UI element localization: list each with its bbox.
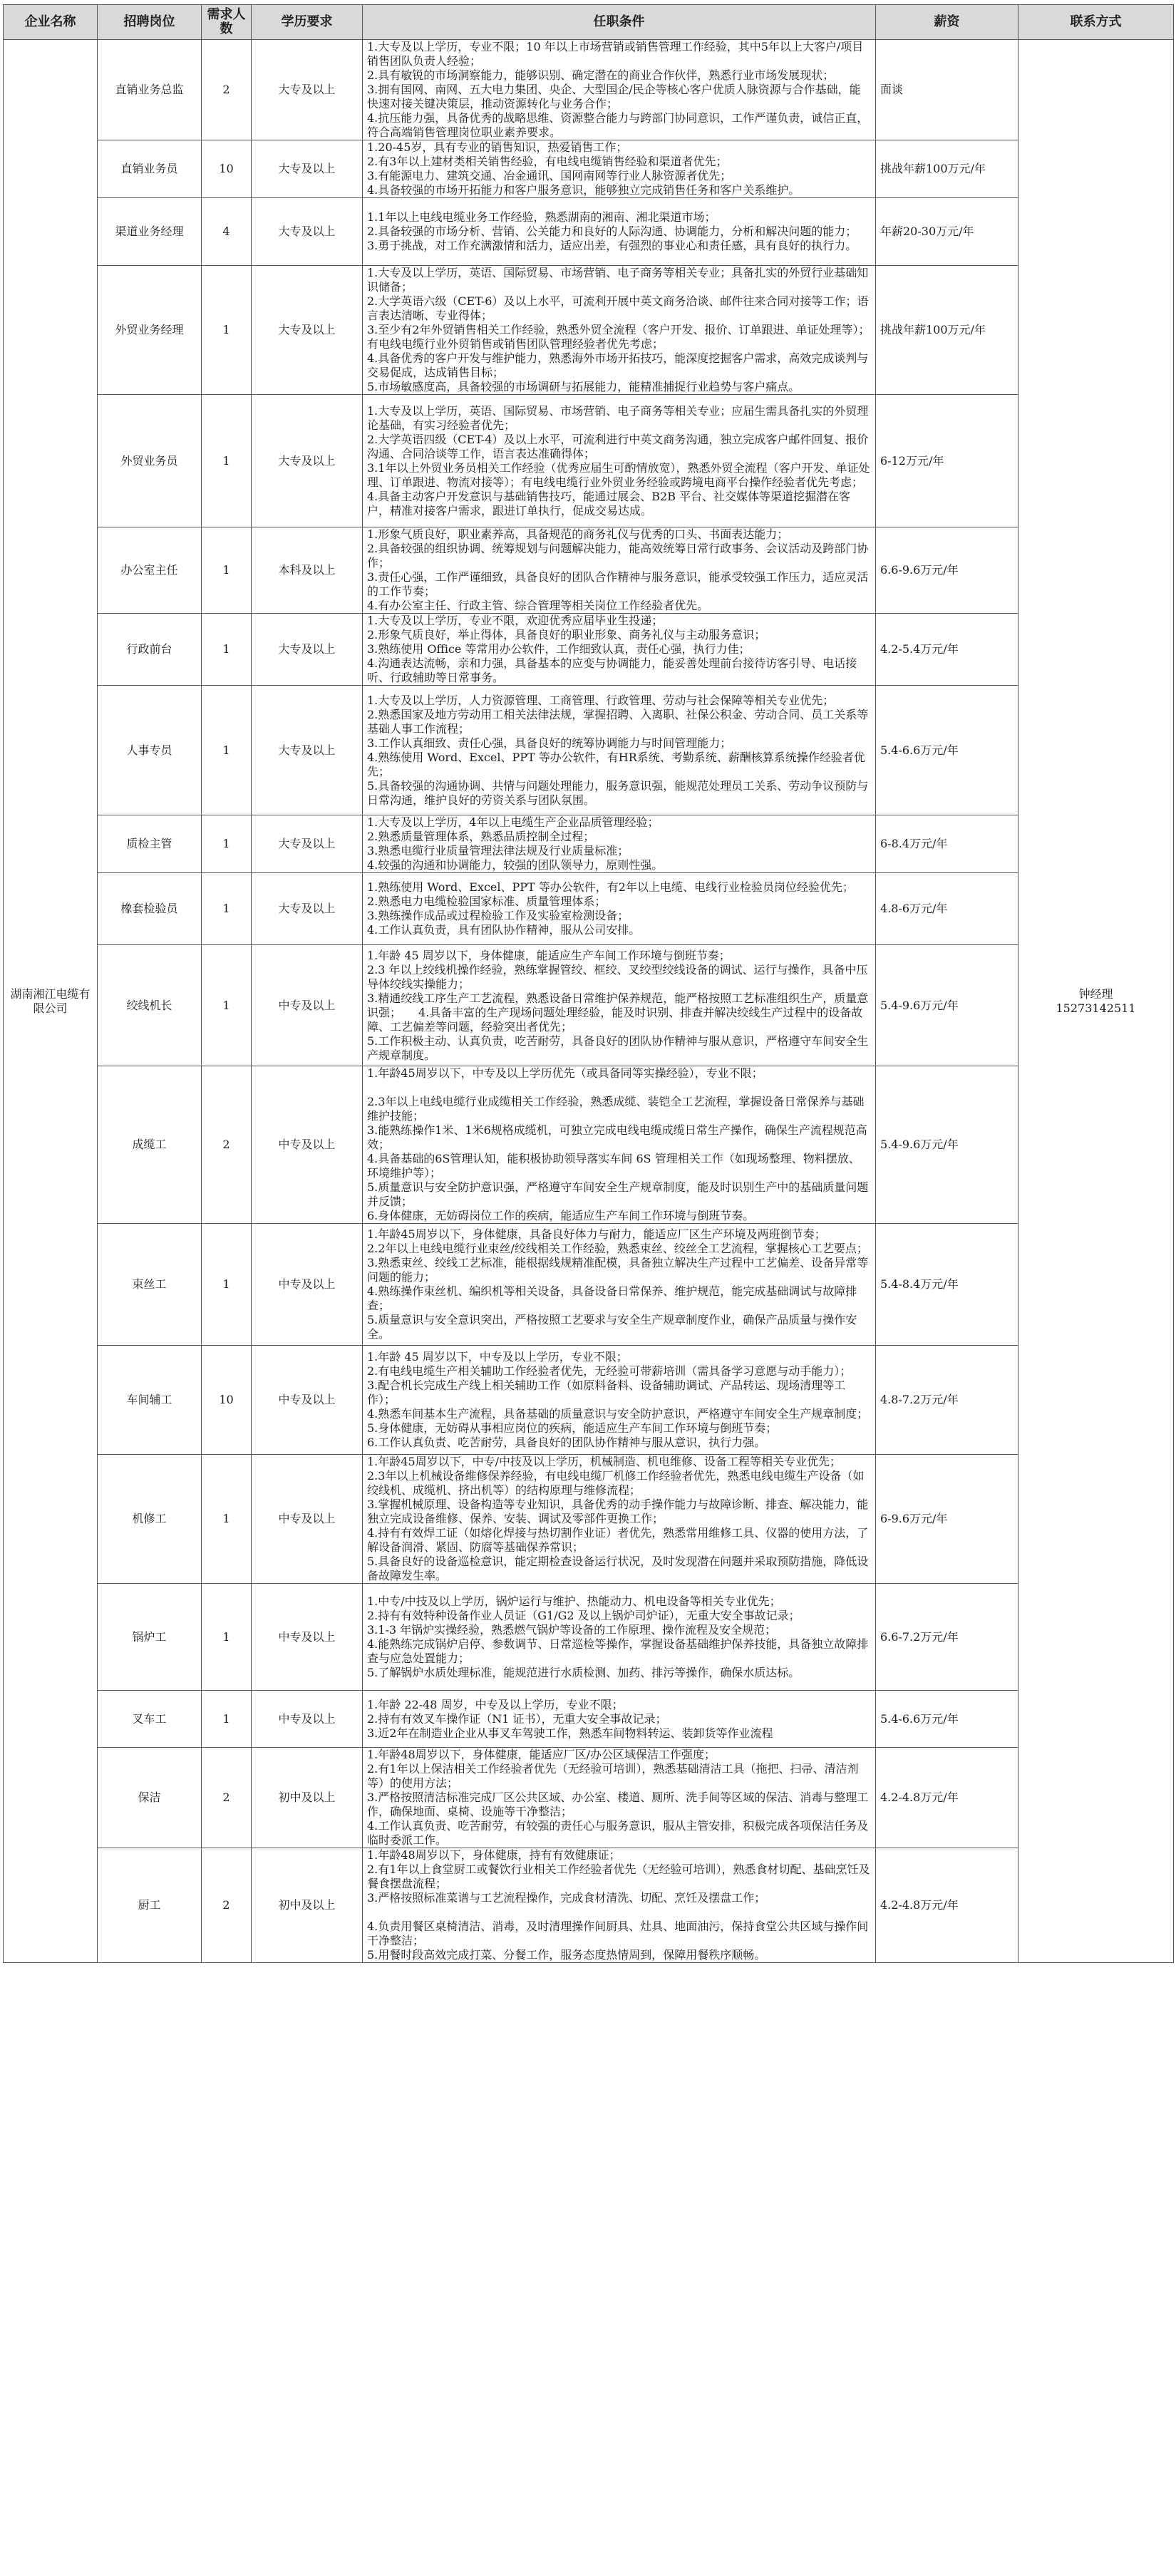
salary-cell: 4.2-5.4万元/年 (876, 614, 1018, 686)
table-body (4, 40, 1174, 1963)
header-position: 招聘岗位 (98, 5, 202, 40)
salary-cell: 4.2-4.8万元/年 (876, 1748, 1018, 1848)
condition-line: 2.大学英语四级（CET-4）及以上水平，可流利进行中英文商务沟通，独立完成客户邮件回复、报价沟通、合同洽谈等工作，语言表达准确得体； (367, 432, 869, 460)
condition-line: 1.1年以上电线电缆业务工作经验，熟悉湖南的湘南、湘北渠道市场； (367, 210, 716, 224)
condition-line: 2.3 年以上绞线机操作经验，熟练掌握管绞、框绞、叉绞型绞线设备的调试、运行与操作，具备中压导体绞线实操能力； (367, 962, 868, 991)
condition-line: 2.3年以上电线电缆行业成缆相关工作经验，熟悉成缆、装铠全工艺流程，掌握设备日常保养与基础维护技能； (367, 1095, 865, 1123)
condition-line: 3.严格按照标准菜谱与工艺流程操作，完成食材清洗、切配、烹饪及摆盘工作； (367, 1891, 766, 1905)
position-cell: 橡套检验员 (98, 873, 202, 945)
condition-line: 3.勇于挑战，对工作充满激情和活力，适应出差，有强烈的事业心和责任感，具有良好的执行力。 (367, 239, 857, 252)
condition-line: 3.1年以上外贸业务员相关工作经验（优秀应届生可酌情放宽），熟悉外贸全流程（客户开发、单证处理、订单跟进、物流对接等）；有电线电缆行业外贸业务经验或跨境电商平台操作经验者优先考虑； (367, 460, 870, 489)
condition-line: 2.具备较强的市场分析、营销、公关能力和良好的人际沟通、协调能力，分析和解决问题的能力； (367, 225, 857, 238)
condition-line: 4.较强的沟通和协调能力，较强的团队领导力，原则性强。 (367, 858, 664, 872)
table-row (4, 1455, 1174, 1584)
condition-line: 4.持有有效焊工证（如熔化焊接与热切割作业证）者优先，熟悉常用维修工具、仪器的使用方法，了解设备润滑、紧固、防腐等基础保养常识； (367, 1526, 869, 1554)
position-cell: 保洁 (98, 1748, 202, 1848)
condition-line: 3.1-3 年锅炉实操经验，熟悉燃气锅炉等设备的工作原理、操作流程及安全规范； (367, 1622, 777, 1637)
condition-line: 2.持有有效叉车操作证（N1 证书），无重大安全事故记录； (367, 1711, 667, 1726)
condition-line: 5.用餐时段高效完成打菜、分餐工作，服务态度热情周到，保障用餐秩序顺畅。 (367, 1948, 766, 1962)
contact-phone: 15273142511 (1056, 1001, 1136, 1015)
table-row (4, 140, 1174, 198)
condition-line: 2.有1年以上食堂厨工或餐饮行业相关工作经验者优先（无经验可培训），熟悉食材切配、基础烹饪及餐食摆盘流程； (367, 1863, 870, 1890)
conditions-cell (363, 1346, 876, 1455)
table-row (4, 614, 1174, 686)
condition-line: 2.2年以上电线电缆行业束丝/绞线相关工作经验，熟悉束丝、绞丝全工艺流程，掌握核心工艺要点； (367, 1242, 868, 1255)
count-cell: 1 (202, 686, 252, 815)
condition-line: 4.具备基础的6S管理认知，能积极协助领导落实车间 6S 管理相关工作（如现场整理、物料摆放、环境维护等）； (367, 1152, 860, 1180)
condition-line: 5.身体健康，无妨碍从事相应岗位的疾病，能适应生产车间工作环境与倒班节奏； (367, 1421, 778, 1435)
condition-line: 3.严格按照清洁标准完成厂区公共区域、办公室、楼道、厕所、洗手间等区域的保洁、消毒与整理工作，确保地面、桌椅、设施等干净整洁； (367, 1791, 869, 1818)
company-name: 湖南湘江电缆有限公司 (4, 40, 98, 1963)
education-cell: 本科及以上 (252, 527, 363, 614)
condition-line: 3.责任心强，工作严谨细致，具备良好的团队合作精神与服务意识，能承受较强工作压力，适应灵活的工作节奏； (367, 570, 869, 598)
condition-line: 1.熟练使用 Word、Excel、PPT 等办公软件，有2年以上电缆、电线行业检验员岗位经验优先； (367, 880, 854, 894)
salary-cell: 面谈 (876, 40, 1018, 140)
condition-line: 1.大专及以上学历，4年以上电缆生产企业品质管理经验； (367, 815, 659, 829)
condition-line: 4.熟悉车间基本生产流程，具备基础的质量意识与安全防护意识，严格遵守车间安全生产规章制度； (367, 1407, 869, 1421)
count-cell: 1 (202, 527, 252, 614)
contact-name: 钟经理 (1078, 986, 1113, 1001)
conditions-cell (363, 873, 876, 945)
condition-line: 2.形象气质良好，举止得体，具备良好的职业形象、商务礼仪与主动服务意识； (367, 628, 766, 642)
education-cell: 中专及以上 (252, 1691, 363, 1748)
condition-line: 2.熟悉电力电缆检验国家标准、质量管理体系； (367, 895, 607, 908)
condition-line: 2.3年以上机械设备维修保养经验，有电线电缆厂机修工作经验者优先，熟悉电线电缆生产设备（如绞线机、成缆机、挤出机等）的结构原理与维修流程； (367, 1469, 865, 1497)
condition-line: 2.熟悉质量管理体系，熟悉品质控制全过程； (367, 830, 595, 843)
condition-line: 3.熟悉束丝、绞线工艺标准，能根据线规精准配模，具备独立解决生产过程中工艺偏差、设备异常等问题的能力； (367, 1256, 869, 1284)
condition-line: 3.有能源电力、建筑交通、冶金通讯、国网南网等行业人脉资源者优先； (367, 169, 732, 182)
table-row (4, 686, 1174, 815)
count-cell: 2 (202, 1066, 252, 1224)
recruitment-table (3, 4, 1174, 1963)
conditions-cell (363, 1584, 876, 1691)
table-row (4, 815, 1174, 873)
position-cell: 叉车工 (98, 1691, 202, 1748)
condition-line: 5.市场敏感度高，具备较强的市场调研与拓展能力，能精准捕捉行业趋势与客户痛点。 (367, 380, 800, 393)
condition-line: 4.工作认真负责，具有团队协作精神，服从公司安排。 (367, 923, 641, 937)
salary-cell: 5.4-9.6万元/年 (876, 1066, 1018, 1224)
condition-line: 4.工作认真负责、吃苦耐劳，有较强的责任心与服务意识，服从主管安排，积极完成各项保洁任务及临时委派工作。 (367, 1819, 869, 1847)
condition-line: 4.抗压能力强，具备优秀的战略思维、资源整合能力与跨部门协同意识，工作严谨负责，诚信正直，符合高端销售管理岗位职业素养要求。 (367, 111, 869, 139)
condition-line: 1.年龄45周岁以下，中专/中技及以上学历，机械制造、机电维修、设备工程等相关专业优先； (367, 1455, 842, 1468)
condition-line: 4.熟练操作束丝机、编织机等相关设备，具备设备日常保养、维护规范，能完成基础调试与故障排查； (367, 1284, 857, 1312)
position-cell: 外贸业务员 (98, 395, 202, 527)
condition-line: 6.工作认真负责、吃苦耐劳，具备良好的团队协作精神与服从意识，执行力强。 (367, 1436, 766, 1449)
table-row (4, 266, 1174, 395)
salary-cell: 5.4-6.6万元/年 (876, 686, 1018, 815)
table-row (4, 1691, 1174, 1748)
count-cell: 10 (202, 140, 252, 198)
education-cell: 大专及以上 (252, 686, 363, 815)
salary-cell: 挑战年薪100万元/年 (876, 266, 1018, 395)
condition-line: 3.近2年在制造业企业从事叉车驾驶工作，熟悉车间物料转运、装卸货等作业流程 (367, 1726, 773, 1740)
conditions-cell (363, 395, 876, 527)
salary-cell: 6-9.6万元/年 (876, 1455, 1018, 1584)
position-cell: 渠道业务经理 (98, 198, 202, 266)
header-count: 需求人数 (202, 5, 252, 40)
count-cell: 1 (202, 266, 252, 395)
table-row (4, 1346, 1174, 1455)
condition-line: 1.20-45岁，具有专业的销售知识，热爱销售工作； (367, 140, 628, 154)
count-cell: 1 (202, 614, 252, 686)
conditions-cell (363, 1224, 876, 1346)
position-cell: 机修工 (98, 1455, 202, 1584)
condition-line: 5.工作积极主动、认真负责，吃苦耐劳，具备良好的团队协作精神与服从意识，严格遵守车间安全生产规章制度。 (367, 1034, 869, 1062)
education-cell: 中专及以上 (252, 1346, 363, 1455)
position-cell: 办公室主任 (98, 527, 202, 614)
condition-line: 3.精通绞线工序生产工艺流程，熟悉设备日常维护保养规范，能严格按照工艺标准组织生产，质量意识强； 4.具备丰富的生产现场问题处理经验，能及时识别、排查并解决绞线生产过程中的设备故障、工艺偏差等问题，经验突出者优先； (367, 991, 869, 1034)
header-company: 企业名称 (4, 5, 98, 40)
condition-line: 4.有办公室主任、行政主管、综合管理等相关岗位工作经验者优先。 (367, 599, 709, 612)
condition-line: 1.年龄45周岁以下，身体健康，具备良好体力与耐力，能适应厂区生产环境及两班倒节奏； (367, 1227, 826, 1241)
condition-line: 5.质量意识与安全防护意识强，严格遵守车间安全生产规章制度，能及时识别生产中的基础质量问题并反馈； (367, 1180, 869, 1208)
header-salary: 薪资 (876, 5, 1018, 40)
contact-cell (1018, 40, 1174, 1963)
header-education: 学历要求 (252, 5, 363, 40)
position-cell: 束丝工 (98, 1224, 202, 1346)
salary-cell: 6-8.4万元/年 (876, 815, 1018, 873)
education-cell: 中专及以上 (252, 1066, 363, 1224)
conditions-cell (363, 945, 876, 1066)
condition-line: 3.配合机长完成生产线上相关辅助工作（如原料备料、设备辅助调试、产品转运、现场清理等工作）； (367, 1379, 846, 1406)
condition-line: 4.沟通表达流畅，亲和力强，具备基本的应变与协调能力，能妥善处理前台接待访客引导、电话接听、行政辅助等日常事务。 (367, 656, 857, 684)
condition-line: 1.年龄 45 周岁以下，中专及以上学历，专业不限； (367, 1350, 628, 1364)
condition-line (367, 1081, 871, 1095)
condition-line: 5.具备良好的设备巡检意识，能定期检查设备运行状况，及时发现潜在问题并采取预防措施，降低设备故障发生率。 (367, 1555, 869, 1582)
condition-line: 1.年龄48周岁以下，身体健康，持有有效健康证； (367, 1848, 621, 1862)
condition-line: 4.具备主动客户开发意识与基础销售技巧，能通过展会、B2B 平台、社交媒体等渠道挖掘潜在客户，精准对接客户需求，跟进订单执行，促成交易达成。 (367, 489, 851, 517)
position-cell: 直销业务员 (98, 140, 202, 198)
position-cell: 直销业务总监 (98, 40, 202, 140)
salary-cell: 5.4-8.4万元/年 (876, 1224, 1018, 1346)
condition-line: 2.具备较强的组织协调、统筹规划与问题解决能力，能高效统筹日常行政事务、会议活动及跨部门协作； (367, 542, 869, 570)
position-cell: 行政前台 (98, 614, 202, 686)
conditions-cell (363, 140, 876, 198)
condition-line: 4.负责用餐区桌椅清洁、消毒，及时清理操作间厨具、灶具、地面油污，保持食堂公共区域与操作间干净整洁； (367, 1920, 869, 1947)
table-row (4, 1584, 1174, 1691)
position-cell: 外贸业务经理 (98, 266, 202, 395)
count-cell: 1 (202, 873, 252, 945)
position-cell: 人事专员 (98, 686, 202, 815)
condition-line: 2.有3年以上建材类相关销售经验，有电线电缆销售经验和渠道者优先； (367, 155, 728, 168)
condition-line: 3.熟练使用 Office 等常用办公软件，工作细致认真，责任心强，执行力佳； (367, 642, 751, 656)
salary-cell: 6-12万元/年 (876, 395, 1018, 527)
position-cell: 车间辅工 (98, 1346, 202, 1455)
count-cell: 1 (202, 945, 252, 1066)
education-cell: 大专及以上 (252, 614, 363, 686)
education-cell: 大专及以上 (252, 815, 363, 873)
condition-line: 1.大专及以上学历，英语、国际贸易、市场营销、电子商务等相关专业；具备扎实的外贸行业基础知识储备； (367, 266, 869, 294)
table-row (4, 395, 1174, 527)
condition-line: 2.有1年以上保洁相关工作经验者优先（无经验可培训），熟悉基础清洁工具（拖把、扫帚、清洁剂等）的使用方法； (367, 1762, 859, 1790)
education-cell: 大专及以上 (252, 873, 363, 945)
education-cell: 大专及以上 (252, 140, 363, 198)
conditions-cell (363, 686, 876, 815)
salary-cell: 年薪20-30万元/年 (876, 198, 1018, 266)
education-cell: 中专及以上 (252, 1455, 363, 1584)
conditions-cell (363, 1748, 876, 1848)
education-cell: 初中及以上 (252, 1848, 363, 1963)
condition-line: 5.具备较强的沟通协调、共情与问题处理能力，服务意识强，能规范处理员工关系、劳动争议预防与日常沟通，维护良好的劳资关系与团队氛围。 (367, 778, 869, 807)
condition-line: 4.具备较强的市场开拓能力和客户服务意识，能够独立完成销售任务和客户关系维护。 (367, 183, 800, 197)
condition-line: 1.年龄 22-48 周岁，中专及以上学历，专业不限； (367, 1697, 624, 1711)
condition-line: 3.熟练操作成品或过程检验工作及实验室检测设备； (367, 909, 629, 922)
condition-line: 3.熟悉电缆行业质量管理法律法规及行业质量标准； (367, 844, 629, 857)
condition-line: 4.具备优秀的客户开发与维护能力，熟悉海外市场开拓技巧，能深度挖掘客户需求，高效完成谈判与交易促成，达成销售目标； (367, 351, 869, 379)
conditions-cell (363, 1691, 876, 1748)
position-cell: 成缆工 (98, 1066, 202, 1224)
count-cell: 10 (202, 1346, 252, 1455)
position-cell: 绞线机长 (98, 945, 202, 1066)
condition-line: 3.工作认真细致、责任心强，具备良好的统筹协调能力与时间管理能力； (367, 736, 732, 750)
count-cell: 1 (202, 1455, 252, 1584)
salary-cell: 6.6-9.6万元/年 (876, 527, 1018, 614)
salary-cell: 4.8-6万元/年 (876, 873, 1018, 945)
education-cell: 大专及以上 (252, 266, 363, 395)
count-cell: 4 (202, 198, 252, 266)
conditions-cell (363, 266, 876, 395)
conditions-cell (363, 198, 876, 266)
education-cell: 大专及以上 (252, 395, 363, 527)
condition-line: 1.年龄 45 周岁以下，身体健康，能适应生产车间工作环境与倒班节奏； (367, 948, 731, 962)
count-cell: 1 (202, 1224, 252, 1346)
condition-line: 3.拥有国网、南网、五大电力集团、央企、大型国企/民企等核心客户优质人脉资源与合作基础，能快速对接关键决策层，推动资源转化与业务合作； (367, 83, 861, 110)
header-row (4, 5, 1174, 40)
count-cell: 1 (202, 1584, 252, 1691)
salary-cell: 6.6-7.2万元/年 (876, 1584, 1018, 1691)
condition-line: 1.年龄45周岁以下，中专及以上学历优先（或具备同等实操经验），专业不限； (367, 1066, 763, 1080)
condition-line: 1.年龄48周岁以下，身体健康，能适应厂区/办公区域保洁工作强度； (367, 1748, 716, 1761)
education-cell: 大专及以上 (252, 40, 363, 140)
condition-line: 5.质量意识与安全意识突出，严格按照工艺要求与安全生产规章制度作业，确保产品质量与操作安全。 (367, 1313, 857, 1341)
conditions-cell (363, 815, 876, 873)
salary-cell: 4.2-4.8万元/年 (876, 1848, 1018, 1963)
count-cell: 1 (202, 1691, 252, 1748)
condition-line: 2.熟悉国家及地方劳动用工相关法律法规，掌握招聘、入离职、社保公积金、劳动合同、员工关系等基础人事工作流程； (367, 707, 869, 736)
condition-line: 1.中专/中技及以上学历，锅炉运行与维护、热能动力、机电设备等相关专业优先； (367, 1594, 781, 1608)
education-cell: 中专及以上 (252, 1224, 363, 1346)
condition-line: 3.能熟练操作1米、1米6规格成缆机，可独立完成电线电缆成缆日常生产操作，确保生产流程规范高效； (367, 1123, 867, 1151)
position-cell: 质检主管 (98, 815, 202, 873)
count-cell: 2 (202, 40, 252, 140)
table-row (4, 40, 1174, 140)
condition-line: 3.掌握机械原理、设备构造等专业知识，具备优秀的动手操作能力与故障诊断、排查、解决能力，能独立完成设备维修、保养、安装、调试及零部件更换工作； (367, 1498, 869, 1525)
condition-line: 1.大专及以上学历，英语、国际贸易、市场营销、电子商务等相关专业；应届生需具备扎实的外贸理论基础，有实习经验者优先； (367, 403, 869, 432)
education-cell: 中专及以上 (252, 1584, 363, 1691)
education-cell: 大专及以上 (252, 198, 363, 266)
condition-line: 2.持有有效特种设备作业人员证（G1/G2 及以上锅炉司炉证），无重大安全事故记录； (367, 1608, 800, 1622)
salary-cell: 5.4-6.6万元/年 (876, 1691, 1018, 1748)
condition-line: 5.了解锅炉水质处理标准，能规范进行水质检测、加药、排污等操作，确保水质达标。 (367, 1665, 800, 1679)
table-row (4, 1848, 1174, 1963)
count-cell: 2 (202, 1848, 252, 1963)
conditions-cell (363, 614, 876, 686)
table-row (4, 1224, 1174, 1346)
table-row (4, 527, 1174, 614)
count-cell: 1 (202, 395, 252, 527)
conditions-cell (363, 1848, 876, 1963)
condition-line: 3.至少有2年外贸销售相关工作经验，熟悉外贸全流程（客户开发、报价、订单跟进、单证处理等）；有电线电缆行业外贸销售或销售团队管理经验者优先考虑； (367, 323, 870, 351)
condition-line: 1.大专及以上学历，专业不限；10 年以上市场营销或销售管理工作经验，其中5年以上大客户/项目销售团队负责人经验； (367, 40, 864, 68)
table-row (4, 945, 1174, 1066)
table-row (4, 198, 1174, 266)
condition-line: 2.有电线电缆生产相关辅助工作经验者优先，无经验可带薪培训（需具备学习意愿与动手能力）； (367, 1364, 852, 1378)
header-conditions: 任职条件 (363, 5, 876, 40)
table-row (4, 1748, 1174, 1848)
salary-cell: 4.8-7.2万元/年 (876, 1346, 1018, 1455)
conditions-cell (363, 40, 876, 140)
condition-line: 1.形象气质良好，职业素养高，具备规范的商务礼仪与优秀的口头、书面表达能力； (367, 527, 789, 541)
conditions-cell (363, 1066, 876, 1224)
condition-line: 2.具有敏锐的市场洞察能力，能够识别、确定潜在的商业合作伙伴，熟悉行业市场发展现状； (367, 68, 835, 82)
education-cell: 中专及以上 (252, 945, 363, 1066)
header-contact: 联系方式 (1018, 5, 1174, 40)
condition-line (367, 1905, 871, 1920)
condition-line: 4.熟练使用 Word、Excel、PPT 等办公软件，有HR系统、考勤系统、薪酬核算系统操作经验者优先； (367, 750, 865, 778)
table-row (4, 1066, 1174, 1224)
condition-line: 4.能熟练完成锅炉启停、参数调节、日常巡检等操作，掌握设备基础维护保养技能，具备独立故障排查与应急处置能力； (367, 1637, 869, 1665)
conditions-cell (363, 1455, 876, 1584)
condition-line: 6.身体健康，无妨碍岗位工作的疾病，能适应生产车间工作环境与倒班节奏。 (367, 1209, 755, 1222)
education-cell: 初中及以上 (252, 1748, 363, 1848)
condition-line: 1.大专及以上学历，专业不限，欢迎优秀应届毕业生投递； (367, 614, 664, 627)
count-cell: 2 (202, 1748, 252, 1848)
count-cell: 1 (202, 815, 252, 873)
table-row (4, 873, 1174, 945)
position-cell: 锅炉工 (98, 1584, 202, 1691)
conditions-cell (363, 527, 876, 614)
condition-line: 1.大专及以上学历，人力资源管理、工商管理、行政管理、劳动与社会保障等相关专业优先； (367, 693, 835, 707)
salary-cell: 挑战年薪100万元/年 (876, 140, 1018, 198)
salary-cell: 5.4-9.6万元/年 (876, 945, 1018, 1066)
condition-line: 2.大学英语六级（CET-6）及以上水平，可流利开展中英文商务洽谈、邮件往来合同对接等工作；语言表达清晰、专业得体； (367, 294, 869, 322)
position-cell: 厨工 (98, 1848, 202, 1963)
